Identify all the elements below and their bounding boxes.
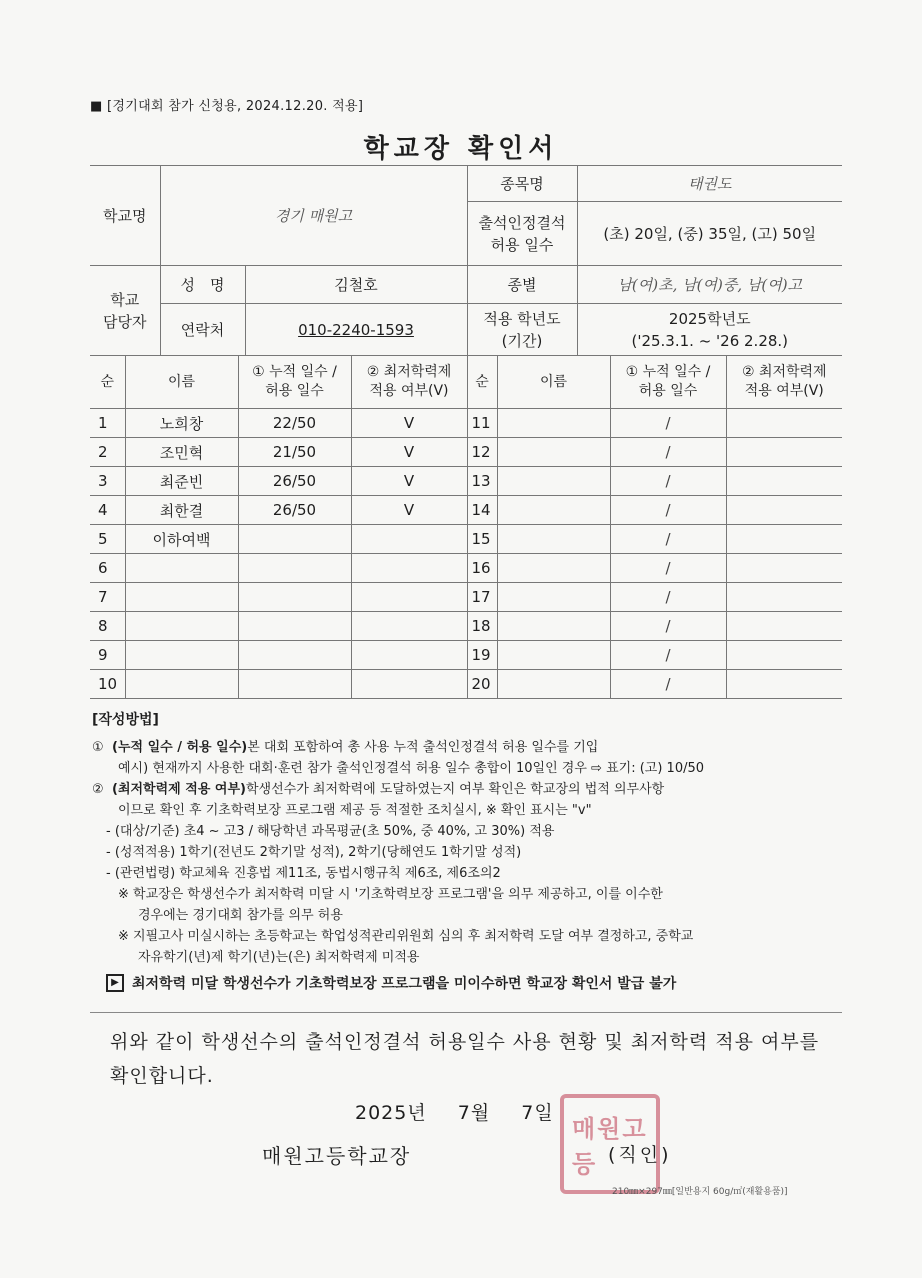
row-no: 8	[90, 612, 125, 641]
note-1: ※ 학교장은 학생선수가 최저학력 미달 시 '기초학력보장 프로그램'을 의무 제공하고, 이를 이수한	[118, 887, 663, 902]
row-no: 18	[467, 612, 497, 641]
issue-date: 2025년 7월 7일	[355, 1102, 554, 1124]
row-no: 12	[467, 438, 497, 467]
circle-1: ①	[92, 740, 104, 755]
row-no: 2	[90, 438, 125, 467]
row-days: 21/50	[238, 438, 351, 467]
row-name	[497, 438, 610, 467]
row-mark	[726, 583, 842, 612]
row-no: 19	[467, 641, 497, 670]
row-name	[497, 583, 610, 612]
arrow-box-icon: ▶	[106, 974, 124, 992]
row-no: 13	[467, 467, 497, 496]
row-name	[497, 409, 610, 438]
row-days: /	[610, 583, 726, 612]
paper-spec-footer: 210㎜×297㎜[일반용지 60g/㎡(재활용품)]	[612, 1187, 788, 1197]
row-mark: V	[351, 467, 467, 496]
header-name: 이름	[125, 356, 238, 409]
row-name	[497, 496, 610, 525]
row-days	[238, 525, 351, 554]
header-days: ① 누적 일수 / 허용 일수	[238, 356, 351, 409]
bullet-law: - (관련법령) 학교체육 진흥법 제11조, 동법시행규칙 제6조, 제6조의2	[106, 866, 501, 881]
row-name	[125, 670, 238, 699]
student-table	[90, 355, 842, 699]
row-days: 22/50	[238, 409, 351, 438]
row-days: /	[610, 612, 726, 641]
instruction-1-example: 예시) 현재까지 사용한 대회·훈련 참가 출석인정결석 허용 일수 총합이 10일인 경우 ⇨ 표기: (고) 10/50	[118, 761, 705, 776]
row-name	[125, 641, 238, 670]
row-mark	[351, 554, 467, 583]
row-mark	[351, 641, 467, 670]
instruction-2-bold: (최저학력제 적용 여부)	[112, 782, 246, 797]
row-name	[497, 670, 610, 699]
divider	[90, 1012, 842, 1013]
row-mark	[726, 641, 842, 670]
instruction-2	[92, 779, 852, 800]
row-no: 1	[90, 409, 125, 438]
table-row	[90, 496, 842, 525]
school-value: 경기 매원고	[160, 166, 467, 266]
row-days	[238, 612, 351, 641]
row-name	[497, 525, 610, 554]
header-min-2: ② 최저학력제 적용 여부(V)	[726, 356, 842, 409]
row-mark	[726, 554, 842, 583]
row-days	[238, 641, 351, 670]
row-no: 16	[467, 554, 497, 583]
row-mark	[726, 670, 842, 699]
manager-label: 학교 담당자	[90, 266, 160, 356]
table-row	[90, 554, 842, 583]
row-name	[497, 467, 610, 496]
row-mark	[726, 467, 842, 496]
sport-value: 태권도	[577, 166, 842, 202]
row-no: 17	[467, 583, 497, 612]
row-mark: V	[351, 438, 467, 467]
row-name	[125, 612, 238, 641]
table-row	[90, 409, 842, 438]
gender-value: 남(여)초, 남(여)중, 남(여)고	[577, 266, 842, 304]
row-no: 3	[90, 467, 125, 496]
header-days-2: ① 누적 일수 / 허용 일수	[610, 356, 726, 409]
row-days: /	[610, 496, 726, 525]
school-label: 학교명	[90, 166, 160, 266]
allowed-days-label: 출석인정결석 허용 일수	[467, 202, 577, 266]
instruction-2-line2: 이므로 확인 후 기초학력보장 프로그램 제공 등 적절한 조치실시, ※ 확인 표시는 "v"	[118, 803, 592, 818]
row-no: 7	[90, 583, 125, 612]
contact-label: 연락처	[160, 304, 245, 356]
row-mark	[726, 525, 842, 554]
row-days: 26/50	[238, 496, 351, 525]
row-name: 조민혁	[125, 438, 238, 467]
info-table	[90, 165, 842, 356]
row-no: 11	[467, 409, 497, 438]
row-no: 10	[90, 670, 125, 699]
row-mark	[351, 670, 467, 699]
instructions-title: [작성방법]	[92, 712, 159, 728]
name-value: 김철호	[245, 266, 467, 304]
row-name	[125, 583, 238, 612]
row-days	[238, 583, 351, 612]
allowed-days-value: (초) 20일, (중) 35일, (고) 50일	[577, 202, 842, 266]
principal-title: 매원고등학교장	[262, 1144, 412, 1168]
year-label: 적용 학년도 (기간)	[467, 304, 577, 356]
row-no: 6	[90, 554, 125, 583]
row-mark	[351, 525, 467, 554]
row-mark	[351, 612, 467, 641]
row-days	[238, 554, 351, 583]
row-name	[497, 641, 610, 670]
sport-label: 종목명	[467, 166, 577, 202]
row-days: /	[610, 554, 726, 583]
row-mark: V	[351, 409, 467, 438]
row-days: /	[610, 409, 726, 438]
final-note-text: 최저학력 미달 학생선수가 기초학력보장 프로그램을 미이수하면 학교장 확인서 발급 불가	[132, 976, 677, 992]
year-period: ('25.3.1. ~ '26 2.28.)	[631, 331, 789, 350]
row-name	[497, 554, 610, 583]
page-title: 학교장 확인서	[363, 134, 559, 164]
instruction-2-text: 학생선수가 최저학력에 도달하였는지 여부 확인은 학교장의 법적 의무사항	[245, 782, 665, 797]
row-name	[497, 612, 610, 641]
confirm-text: 위와 같이 학생선수의 출석인정결석 허용일수 사용 현황 및 최저학력 적용 여부를 확인합니다.	[110, 1031, 820, 1087]
row-days	[238, 670, 351, 699]
note-2: ※ 지필고사 미실시하는 초등학교는 학업성적관리위원회 심의 후 최저학력 도달 여부 결정하고, 중학교	[118, 929, 694, 944]
header-no: 순	[90, 356, 125, 409]
table-row	[90, 583, 842, 612]
row-mark: V	[351, 496, 467, 525]
row-mark	[726, 438, 842, 467]
row-no: 9	[90, 641, 125, 670]
contact-value: 010-2240-1593	[298, 320, 414, 339]
instructions	[92, 710, 852, 995]
table-row	[90, 525, 842, 554]
header-min: ② 최저학력제 적용 여부(V)	[351, 356, 467, 409]
row-name	[125, 554, 238, 583]
note-1b: 경우에는 경기대회 참가를 의무 허용	[138, 908, 343, 923]
table-row	[90, 467, 842, 496]
instruction-1-bold: (누적 일수 / 허용 일수)	[112, 740, 248, 755]
row-mark	[726, 496, 842, 525]
row-days: /	[610, 438, 726, 467]
row-mark	[351, 583, 467, 612]
row-no: 15	[467, 525, 497, 554]
row-days: 26/50	[238, 467, 351, 496]
instruction-1-text: 본 대회 포함하여 총 사용 누적 출석인정결석 허용 일수를 기입	[247, 740, 599, 755]
row-no: 5	[90, 525, 125, 554]
row-name: 노희창	[125, 409, 238, 438]
circle-2: ②	[92, 782, 104, 797]
header-name-2: 이름	[497, 356, 610, 409]
row-days: /	[610, 641, 726, 670]
seal-label: (직인)	[608, 1144, 672, 1166]
row-days: /	[610, 670, 726, 699]
note-2b: 자유학기(년)제 학기(년)는(은) 최저학력제 미적용	[138, 950, 420, 965]
header-note: ■ [경기대회 참가 신청용, 2024.12.20. 적용]	[90, 99, 364, 114]
year-value: 2025학년도	[668, 309, 751, 328]
gender-label: 종별	[467, 266, 577, 304]
table-row	[90, 670, 842, 699]
row-days: /	[610, 525, 726, 554]
row-days: /	[610, 467, 726, 496]
bullet-grades: - (성적적용) 1학기(전년도 2학기말 성적), 2학기(당해연도 1학기말 성적)	[106, 845, 522, 860]
row-no: 20	[467, 670, 497, 699]
row-name: 이하여백	[125, 525, 238, 554]
final-note	[92, 974, 852, 995]
row-mark	[726, 612, 842, 641]
row-no: 14	[467, 496, 497, 525]
instruction-1	[92, 737, 852, 758]
table-row	[90, 612, 842, 641]
row-name: 최한결	[125, 496, 238, 525]
row-mark	[726, 409, 842, 438]
table-row	[90, 641, 842, 670]
table-row	[90, 438, 842, 467]
row-name: 최준빈	[125, 467, 238, 496]
header-no-2: 순	[467, 356, 497, 409]
name-label: 성 명	[160, 266, 245, 304]
official-seal-icon: 매원고등	[560, 1094, 660, 1194]
row-no: 4	[90, 496, 125, 525]
bullet-target: - (대상/기준) 초4 ~ 고3 / 해당학년 과목평균(초 50%, 중 40%, 고 30%) 적용	[106, 824, 555, 839]
